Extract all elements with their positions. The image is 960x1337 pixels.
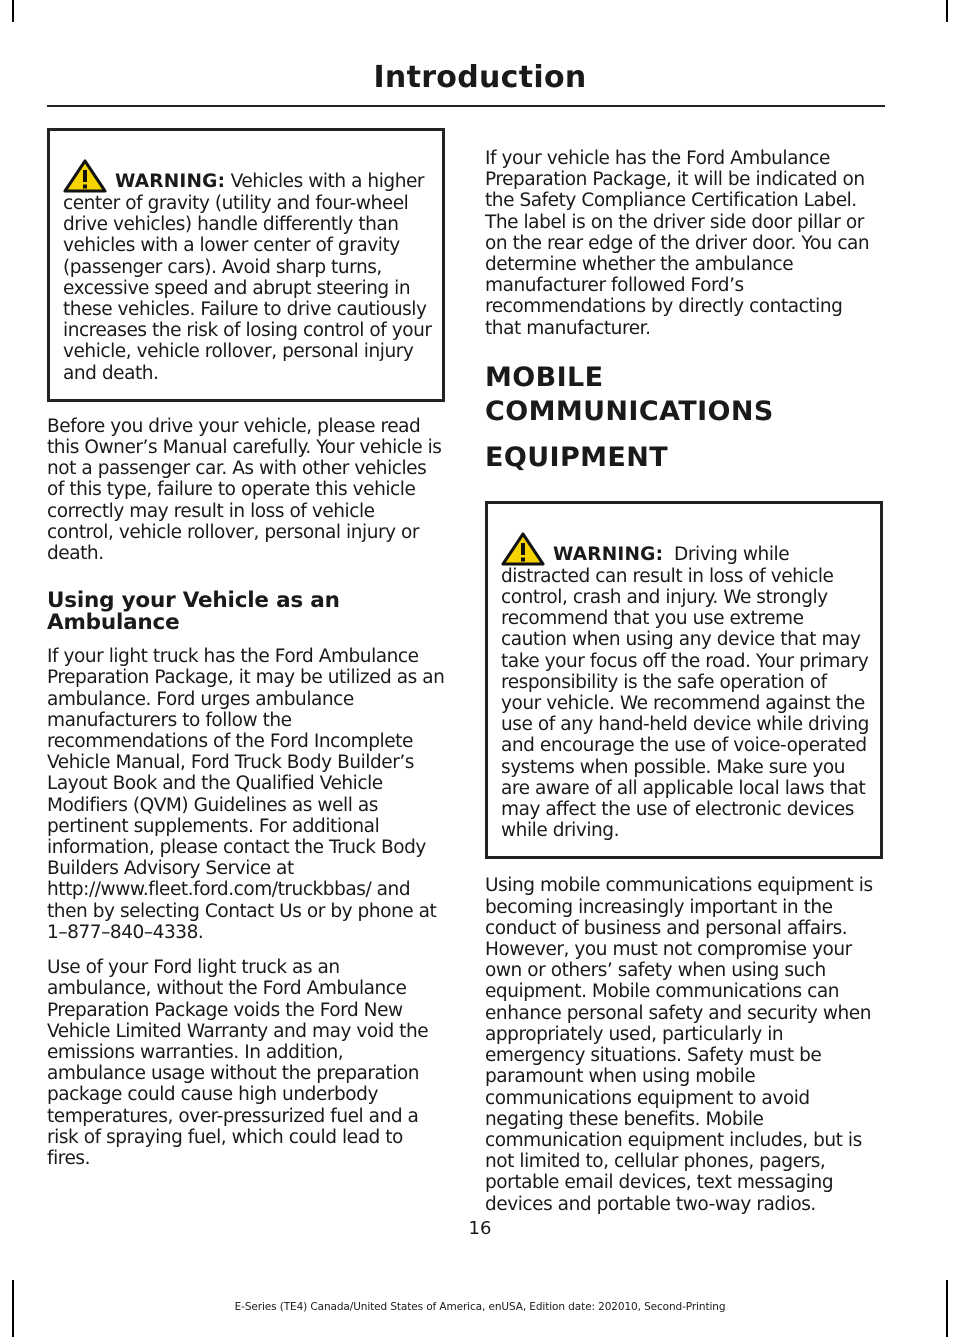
page-number: 16: [468, 1218, 492, 1239]
crop-mark-top-left: [12, 0, 14, 22]
mobile-heading-line-1: MOBILE COMMUNICATIONS: [485, 361, 774, 427]
ambulance-heading: Using your Vehicle as an Ambulance: [47, 588, 340, 636]
page-title: Introduction: [373, 60, 587, 95]
right-column: [485, 128, 883, 1215]
warning-paragraph: [501, 532, 870, 842]
warning-triangle-icon: [63, 159, 107, 193]
header-divider: [47, 105, 885, 107]
ambulance-paragraph-2: Use of your Ford light truck as an ambulance, without the Ford Ambulance Preparation Package voids the Ford New Vehicle Limited Warranty and may void the emissions warranties. In addition, ambulance usage without the preparation package could cause high underbody temperatures, over-pressurized fuel and a risk of spraying fuel, which could lead to fires.: [47, 957, 429, 1169]
mobile-section-heading: [485, 361, 883, 475]
warning-label: WARNING:: [115, 171, 226, 192]
edition-footer: E-Series (TE4) Canada/United States of America, enUSA, Edition date: 202010, Second-Printing: [234, 1301, 726, 1313]
ambulance-paragraph-3: If your vehicle has the Ford Ambulance Preparation Package, it will be indicated on the Safety Compliance Certification Label. The label is on the driver side door pillar or on the rear edge of the driver door. You can determine whether the ambulance manufacturer followed Ford’s recommendations by directly contacting that manufacturer.: [485, 148, 870, 339]
warning-paragraph: [63, 159, 432, 384]
warning-label: WARNING:: [553, 543, 664, 565]
warning-box-distraction: [485, 501, 883, 860]
warning-triangle-icon: [501, 532, 545, 566]
left-column: [47, 128, 445, 1169]
warning-text: Vehicles with a higher center of gravity (utility and four-wheel drive vehicles) handle differently than vehicles with a lower center of gravity (passenger cars). Avoid sharp turns, excessive speed and abrupt steering in these vehicles. Failure to drive cautiously increases the risk of losing control of your vehicle, vehicle rollover, personal injury and death.: [63, 171, 432, 384]
intro-paragraph: Before you drive your vehicle, please read this Owner’s Manual carefully. Your vehicle is not a passenger car. As with other vehicles of this type, failure to operate this vehicle correctly may result in loss of vehicle control, vehicle rollover, personal injury or death.: [47, 415, 442, 565]
mobile-paragraph: Using mobile communications equipment is becoming increasingly important in the conduct of business and personal affairs. However, you must not compromise your own or others’ safety when using such equipment. Mobile communications can enhance personal safety and security when appropriately used, particularly in emergency situations. Safety must be paramount when using mobile communications equipment to avoid negating these benefits. Mobile communication equipment includes, but is not limited to, cellular phones, pagers, portable email devices, text messaging devices and portable two-way radios.: [485, 875, 873, 1215]
warning-box-rollover: [47, 128, 445, 402]
ambulance-paragraph-1: If your light truck has the Ford Ambulance Preparation Package, it may be utilized as an ambulance. Ford urges ambulance manufacturers to follow the recommendations of the Ford Incomplete Vehicle Manual, Ford Truck Body Builder’s Layout Book and the Qualified Vehicle Modifiers (QVM) Guidelines as well as pertinent supplements. For additional information, please contact the Truck Body Builders Advisory Service at http://www.fleet.ford.com/truckbbas/ and then by selecting Contact Us or by phone at 1–877–840–4338.: [47, 646, 445, 943]
warning-text: Driving while distracted can result in loss of vehicle control, crash and injury. We strongly recommend that you use extreme caution when using any device that may take your focus off the road. Your primary responsibility is the safe operation of your vehicle. We recommend against the use of any hand-held device while driving and encourage the use of voice-operated systems when possible. Make sure you are aware of all applicable local laws that may affect the use of electronic devices while driving.: [501, 543, 869, 842]
mobile-heading-line-2: EQUIPMENT: [485, 441, 669, 473]
crop-mark-top-right: [946, 0, 948, 22]
